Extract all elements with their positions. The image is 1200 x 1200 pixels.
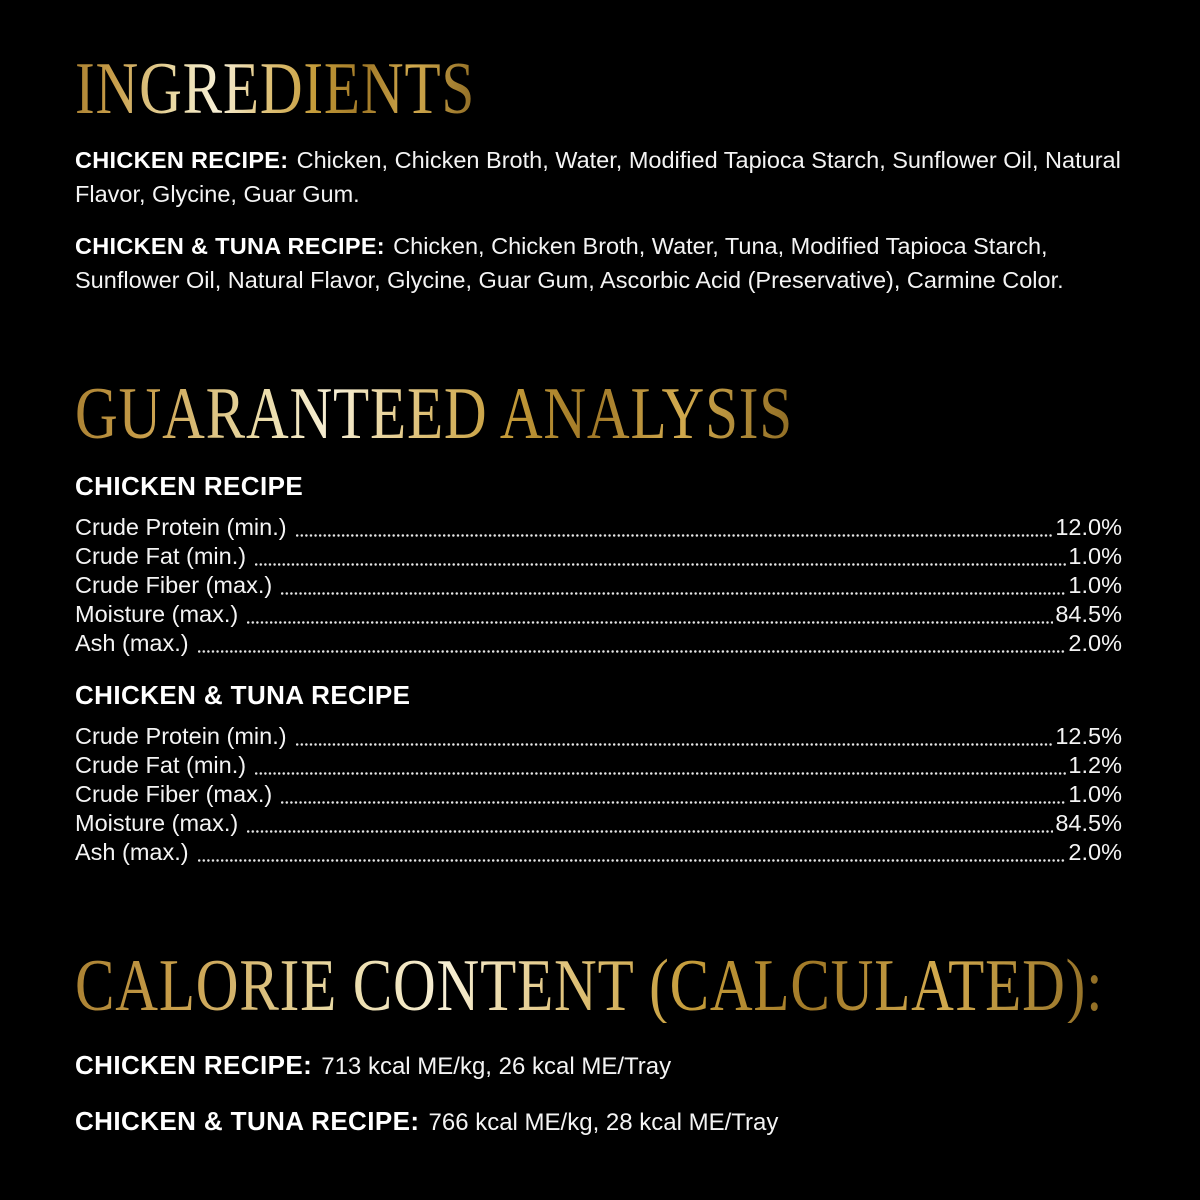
analysis-row-crude-fat: [75, 751, 1122, 780]
ingredients-chicken-recipe-text: Chicken, Chicken Broth, Water, Modified Tapioca Starch, Sunflower Oil, Natural Flavor, Glycine, Guar Gum.: [75, 147, 1121, 207]
row-value: 1.0%: [1068, 572, 1122, 598]
row-value: 1.0%: [1068, 543, 1122, 569]
row-value: 12.0%: [1055, 514, 1122, 540]
chicken-recipe-subtitle: CHICKEN RECIPE: [75, 471, 304, 501]
row-value: 84.5%: [1055, 601, 1122, 627]
dotted-leader: [281, 592, 1066, 595]
ingredients-chicken-tuna-recipe-label: CHICKEN & TUNA RECIPE:: [75, 233, 385, 259]
row-value: 1.2%: [1068, 752, 1122, 778]
analysis-row-ash: [75, 629, 1122, 658]
analysis-row-crude-fat: [75, 542, 1122, 571]
calorie-line-chicken-tuna: [75, 1107, 1143, 1140]
row-value: 2.0%: [1068, 839, 1122, 865]
ingredients-chicken-tuna-recipe-text: Chicken, Chicken Broth, Water, Tuna, Modified Tapioca Starch, Sunflower Oil, Natural Flavor, Glycine, Guar Gum, Ascorbic Acid (Preservative), Carmine Color.: [75, 233, 1064, 293]
analysis-row-crude-protein: [75, 722, 1122, 751]
dotted-leader: [247, 621, 1053, 624]
dotted-leader: [296, 743, 1054, 746]
row-value: 1.0%: [1068, 781, 1122, 807]
analysis-row-moisture: [75, 600, 1122, 629]
calorie-line-chicken-value: 713 kcal ME/kg, 26 kcal ME/Tray: [321, 1053, 672, 1080]
ingredients-title: INGREDIENTS: [75, 48, 476, 130]
dotted-leader: [255, 563, 1066, 566]
row-label: Moisture (max.): [75, 601, 239, 627]
ingredients-chicken-tuna-recipe: [75, 229, 1143, 297]
ingredients-chicken-recipe: [75, 143, 1143, 211]
row-label: Crude Fat (min.): [75, 752, 247, 778]
dotted-leader: [296, 534, 1054, 537]
calorie-line-chicken-label: CHICKEN RECIPE:: [75, 1050, 313, 1080]
analysis-row-ash: [75, 838, 1122, 867]
analysis-row-crude-fiber: [75, 571, 1122, 600]
calorie-line-chicken-tuna-value: 766 kcal ME/kg, 28 kcal ME/Tray: [428, 1109, 779, 1136]
analysis-row-crude-protein: [75, 513, 1122, 542]
calorie-line-chicken-tuna-label: CHICKEN & TUNA RECIPE:: [75, 1106, 420, 1136]
dotted-leader: [255, 772, 1066, 775]
dotted-leader: [247, 830, 1053, 833]
row-label: Ash (max.): [75, 839, 189, 865]
analysis-row-moisture: [75, 809, 1122, 838]
row-label: Moisture (max.): [75, 810, 239, 836]
row-value: 2.0%: [1068, 630, 1122, 656]
ingredients-chicken-recipe-label: CHICKEN RECIPE:: [75, 147, 289, 173]
dotted-leader: [198, 650, 1067, 653]
row-label: Crude Protein (min.): [75, 723, 287, 749]
row-value: 12.5%: [1055, 723, 1122, 749]
guaranteed-analysis-title: GUARANTEED ANALYSIS: [75, 373, 794, 455]
chicken-tuna-recipe-subtitle: CHICKEN & TUNA RECIPE: [75, 680, 411, 710]
chicken-recipe-analysis-table: [75, 513, 1122, 658]
calorie-content-title: CALORIE CONTENT (CALCULATED):: [75, 945, 1104, 1027]
row-label: Ash (max.): [75, 630, 189, 656]
row-value: 84.5%: [1055, 810, 1122, 836]
row-label: Crude Protein (min.): [75, 514, 287, 540]
dotted-leader: [281, 801, 1066, 804]
row-label: Crude Fat (min.): [75, 543, 247, 569]
row-label: Crude Fiber (max.): [75, 781, 273, 807]
dotted-leader: [198, 859, 1067, 862]
analysis-row-crude-fiber: [75, 780, 1122, 809]
row-label: Crude Fiber (max.): [75, 572, 273, 598]
calorie-line-chicken: [75, 1051, 1143, 1084]
chicken-tuna-recipe-analysis-table: [75, 722, 1122, 867]
